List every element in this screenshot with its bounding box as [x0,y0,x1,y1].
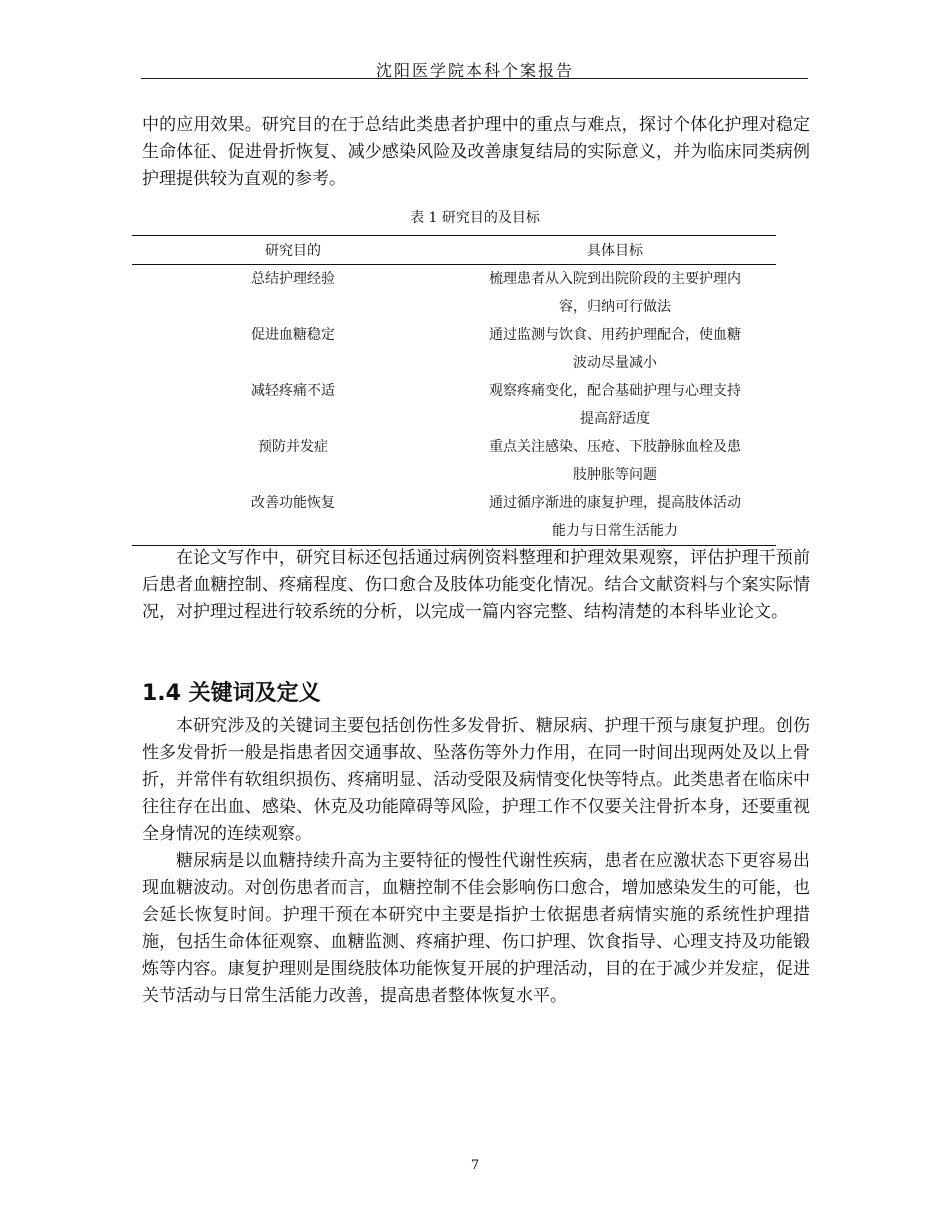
table-cell-purpose: 促进血糖稳定 [251,327,335,343]
section-body [142,713,810,1010]
table-row [132,489,776,545]
post-table-paragraph: 在论文写作中，研究目标还包括通过病例资料整理和护理效果观察，评估护理干预前后患者血糖控制、疼痛程度、伤口愈合及肢体功能变化情况。结合文献资料与个案实际情况，对护理过程进行较系统的分析，以完成一篇内容完整、结构清楚的本科毕业论文。 [142,548,810,622]
post-table-paragraph-block [142,545,810,626]
goal-line: 通过循序渐进的康复护理，提高肢体活动 [489,495,741,511]
table-row [132,433,776,489]
goal-line: 容，归纳可行做法 [559,299,671,315]
section-heading: 1.4 关键词及定义 [142,681,321,706]
table-row [132,265,776,321]
intro-paragraph-block [142,112,810,193]
objectives-table [132,235,776,545]
goal-line: 重点关注感染、压疮、下肢静脉血栓及患 [489,439,741,455]
section-paragraph: 糖尿病是以血糖持续升高为主要特征的慢性代谢性疾病，患者在应激状态下更容易出现血糖波动。对创伤患者而言，血糖控制不佳会影响伤口愈合，增加感染发生的可能，也会延长恢复时间。护理干预在本研究中主要是指护士依据患者病情实施的系统性护理措施，包括生命体征观察、血糖监测、疼痛护理、伤口护理、饮食指导、心理支持及功能锻炼等内容。康复护理则是围绕肢体功能恢复开展的护理活动，目的在于减少并发症，促进关节活动与日常生活能力改善，提高患者整体恢复水平。 [142,851,810,1006]
table-cell-goal [454,489,776,545]
intro-paragraph: 中的应用效果。研究目的在于总结此类患者护理中的重点与难点，探讨个体化护理对稳定生命体征、促进骨折恢复、减少感染风险及改善康复结局的实际意义，并为临床同类病例护理提供较为直观的参考。 [142,115,810,189]
table-row [132,321,776,377]
table-cell-purpose: 改善功能恢复 [251,495,335,511]
page-number: 7 [470,1158,480,1173]
goal-line: 肢肿胀等问题 [573,467,657,483]
goal-line: 提高舒适度 [580,411,650,427]
header-rule [141,78,808,79]
table-header-purpose: 研究目的 [265,243,321,259]
table-cell-purpose: 减轻疼痛不适 [251,383,335,399]
table-caption: 表 1 研究目的及目标 [410,210,540,226]
table-cell-goal [454,433,776,489]
goal-line: 梳理患者从入院到出院阶段的主要护理内 [489,271,741,287]
page-header-title: 沈阳医学院本科个案报告 [375,61,574,80]
goal-line: 能力与日常生活能力 [552,523,678,539]
section-paragraph: 本研究涉及的关键词主要包括创伤性多发骨折、糖尿病、护理干预与康复护理。创伤性多发骨折一般是指患者因交通事故、坠落伤等外力作用，在同一时间出现两处及以上骨折，并常伴有软组织损伤、疼痛明显、活动受限及病情变化快等特点。此类患者在临床中往往存在出血、感染、休克及功能障碍等风险，护理工作不仅要关注骨折本身，还要重视全身情况的连续观察。 [142,716,810,844]
table-row [132,377,776,433]
table-header-row [132,235,776,265]
table-cell-goal [454,265,776,321]
table-cell-goal [454,321,776,377]
table-header-goal: 具体目标 [587,243,643,259]
goal-line: 波动尽量减小 [573,355,657,371]
goal-line: 观察疼痛变化，配合基础护理与心理支持 [489,383,741,399]
table-cell-purpose: 总结护理经验 [251,271,335,287]
table-cell-purpose: 预防并发症 [258,439,328,455]
table-cell-goal [454,377,776,433]
goal-line: 通过监测与饮食、用药护理配合，使血糖 [489,327,741,343]
